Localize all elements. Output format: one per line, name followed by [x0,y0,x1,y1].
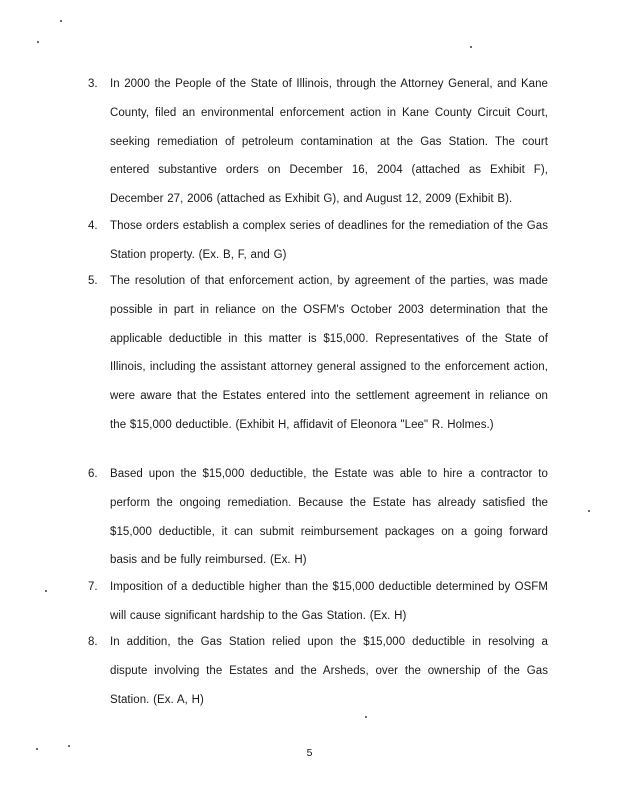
paragraph-3 [88,70,548,214]
paragraph-text: In 2000 the People of the State of Illinois, through the Attorney General, and Kane County, filed an environmental enforcement action in Kane County Circuit Court, seeking remediation of petroleum contamination at the Gas Station. The court entered substantive orders on December 16, 2004 (attached as Exhibit F), December 27, 2006 (attached as Exhibit G), and August 12, 2009 (Exhibit B). [110,78,548,206]
scan-speck [588,510,590,512]
paragraph-5 [88,267,548,440]
paragraph-4 [88,212,548,270]
paragraph-8 [88,628,548,714]
scan-speck [36,748,38,750]
paragraph-number: 4. [88,220,98,232]
scan-speck [37,41,39,43]
paragraph-number: 3. [88,78,98,90]
paragraph-6 [88,460,548,575]
paragraph-text: Imposition of a deductible higher than the $15,000 deductible determined by OSFM will cause significant hardship to the Gas Station. (Ex. H) [110,581,548,622]
paragraph-text: In addition, the Gas Station relied upon the $15,000 deductible in resolving a dispute involving the Estates and the Arsheds, over the ownership of the Gas Station. (Ex. A, H) [110,636,548,706]
paragraph-text: Those orders establish a complex series of deadlines for the remediation of the Gas Station property. (Ex. B, F, and G) [110,220,548,261]
paragraph-text: The resolution of that enforcement action, by agreement of the parties, was made possible in part in reliance on the OSFM's October 2003 determination that the applicable deductible in this matter is $15,000. Representatives of the State of Illinois, including the assistant attorney general assigned to the enforcement action, were aware that the Estates entered into the settlement agreement in reliance on the $15,000 deductible. (Exhibit H, affidavit of Eleonora "Lee" R. Holmes.) [110,275,548,431]
paragraph-number: 5. [88,275,98,287]
scan-speck [60,20,62,22]
scan-speck [470,46,472,48]
paragraph-number: 6. [88,468,98,480]
paragraph-number: 8. [88,636,98,648]
scan-speck [365,716,367,718]
scan-speck [45,590,47,592]
paragraph-7 [88,573,548,631]
paragraph-text: Based upon the $15,000 deductible, the Estate was able to hire a contractor to perform the ongoing remediation. Because the Estate has already satisfied the $15,000 deductible, it can submit reimbursement packages on a going forward basis and be fully reimbursed. (Ex. H) [110,468,548,567]
scan-speck [68,745,70,747]
paragraph-number: 7. [88,581,98,593]
page-number: 5 [306,747,313,759]
